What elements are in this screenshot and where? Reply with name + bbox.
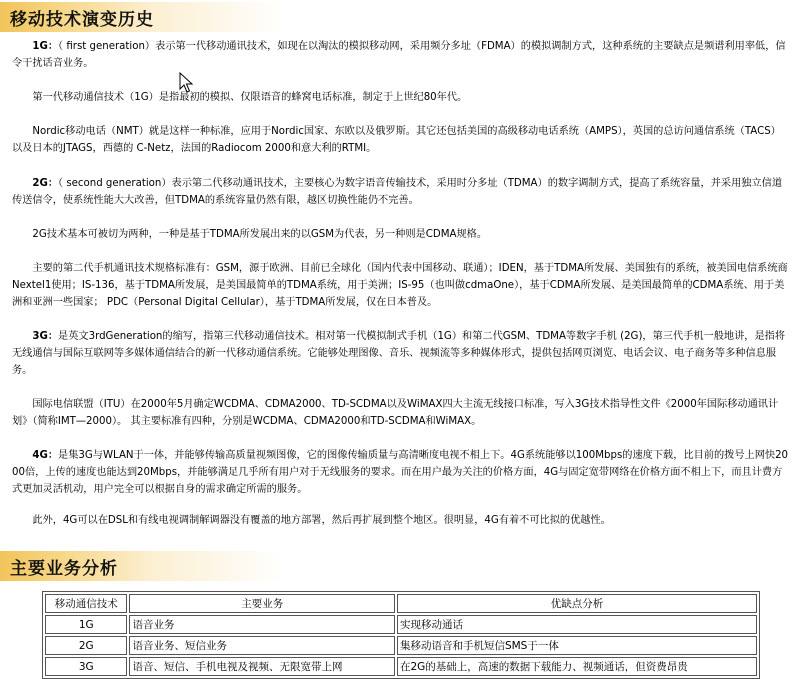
paragraph-text: 是英文3rdGeneration的缩写，指第三代移动通信技术。相对第一代模拟制式手机（1G）和第二代GSM、TDMA等数字手机 (2G)，第三代手机一般地讲，是指将无线通信与国际互联网等多媒体通信结合的新一代移动通信系统。它能够处理图像、音乐、视频流等多种媒体形式，提供包括网页浏览、电话会议、电子商务等多种信息服务。 [12,331,786,376]
paragraph-lead: 1G： [32,41,59,52]
table-row [45,636,757,655]
paragraph-text: Nordic移动电话（NMT）就是这样一种标准，应用于Nordic国家、东欧以及俄罗斯。其它还包括美国的高级移动电话系统（AMPS），英国的总访问通信系统（TACS）以及日本的JTAGS，西德的 C-Netz，法国的Radiocom 2000和意大利的RTMI。 [12,126,781,154]
table-row [45,615,757,634]
paragraph-2g-types [12,226,790,243]
section-title-history: 移动技术演变历史 [0,2,380,32]
cell-analysis: 在2G的基础上，高速的数据下载能力、视频通话，但资费昂贵 [397,657,757,676]
paragraph-text: 2G技术基本可被切为两种，一种是基于TDMA所发展出来的以GSM为代表，另一种则是CDMA规格。 [32,229,488,240]
paragraph-4g [12,447,790,498]
paragraph-text: （ second generation）表示第二代移动通讯技术，主要核心为数字语音传输技术，采用时分多址（TDMA）的数字调制方式，提高了系统容量，并采用独立信道传送信令，使系统性能大大改善，但TDMA的系统容量仍然有限，越区切换性能仍不完善。 [12,178,783,206]
paragraph-3g [12,328,790,379]
paragraph-2g-standards [12,260,790,311]
cell-services: 语音、短信、手机电视及视频、无限宽带上网 [129,657,395,676]
cell-services: 语音业务、短信业务 [129,636,395,655]
paragraph-lead: 4G： [32,450,59,461]
paragraph-text: （ first generation）表示第一代移动通讯技术，如现在以淘汰的模拟移动网，采用频分多址（FDMA）的模拟调制方式，这种系统的主要缺点是频谱利用率低，信令干扰话音业务。 [12,41,786,69]
paragraph-lead: 2G： [32,178,59,189]
mouse-pointer-icon [179,72,193,94]
paragraph-itu [12,396,790,430]
paragraph-nmt [12,123,790,157]
paragraph-1g-definition [12,89,790,106]
cell-analysis: 实现移动通话 [397,615,757,634]
column-header-tech: 移动通信技术 [45,594,127,613]
column-header-services: 主要业务 [129,594,395,613]
cell-services: 语音业务 [129,615,395,634]
table-row [45,657,757,676]
services-table [42,591,760,679]
paragraph-text: 第一代移动通信技术（1G）是指最初的模拟、仅限语音的蜂窝电话标准，制定于上世纪80年代。 [32,92,468,103]
cell-tech: 2G [45,636,127,655]
section-title-services: 主要业务分析 [0,551,380,581]
cell-analysis: 集移动语音和手机短信SMS于一体 [397,636,757,655]
paragraph-1g [12,38,790,72]
cell-tech: 1G [45,615,127,634]
paragraph-text: 是集3G与WLAN于一体，并能够传输高质量视频图像，它的图像传输质量与高清晰度电视不相上下。4G系统能够以100Mbps的速度下载，比目前的拨号上网快2000倍，上传的速度也能达到20Mbps，并能够满足几乎所有用户对于无线服务的要求。而在用户最为关注的价格方面，4G与固定宽带网络在价格方面不相上下，而且计费方式更加灵活机动，用户完全可以根据自身的需求确定所需的服务。 [12,450,789,495]
paragraph-2g [12,175,790,209]
cell-tech: 3G [45,657,127,676]
paragraph-lead: 3G： [32,331,59,342]
column-header-analysis: 优缺点分析 [397,594,757,613]
paragraph-text: 此外，4G可以在DSL和有线电视调制解调器没有覆盖的地方部署，然后再扩展到整个地区。很明显，4G有着不可比拟的优越性。 [32,515,611,526]
table-header-row [45,594,757,613]
paragraph-text: 国际电信联盟（ITU）在2000年5月确定WCDMA、CDMA2000、TD-SCDMA以及WiMAX四大主流无线接口标准，写入3G技术指导性文件《2000年国际移动通讯计划》（简称IMT—2000）。 其主要标准有四种，分别是WCDMA、CDMA2000和TD-SCDMA和WiMAX。 [12,399,779,427]
paragraph-4g-advantage [12,512,790,529]
paragraph-text: 主要的第二代手机通讯技术规格标准有：GSM，源于欧洲、目前已全球化（国内代表中国移动、联通）；IDEN，基于TDMA所发展、美国独有的系统，被美国电信系统商Nextel1使用；IS-136，基于TDMA所发展，是美国最简单的TDMA系统，用于美洲；IS-95（也叫做cdmaOne），基于CDMA所发展、是美国最简单的CDMA系统、用于美洲和亚洲一些国家； PDC（Personal Digital Cellular），基于TDMA所发展，仅在日本普及。 [12,263,788,308]
